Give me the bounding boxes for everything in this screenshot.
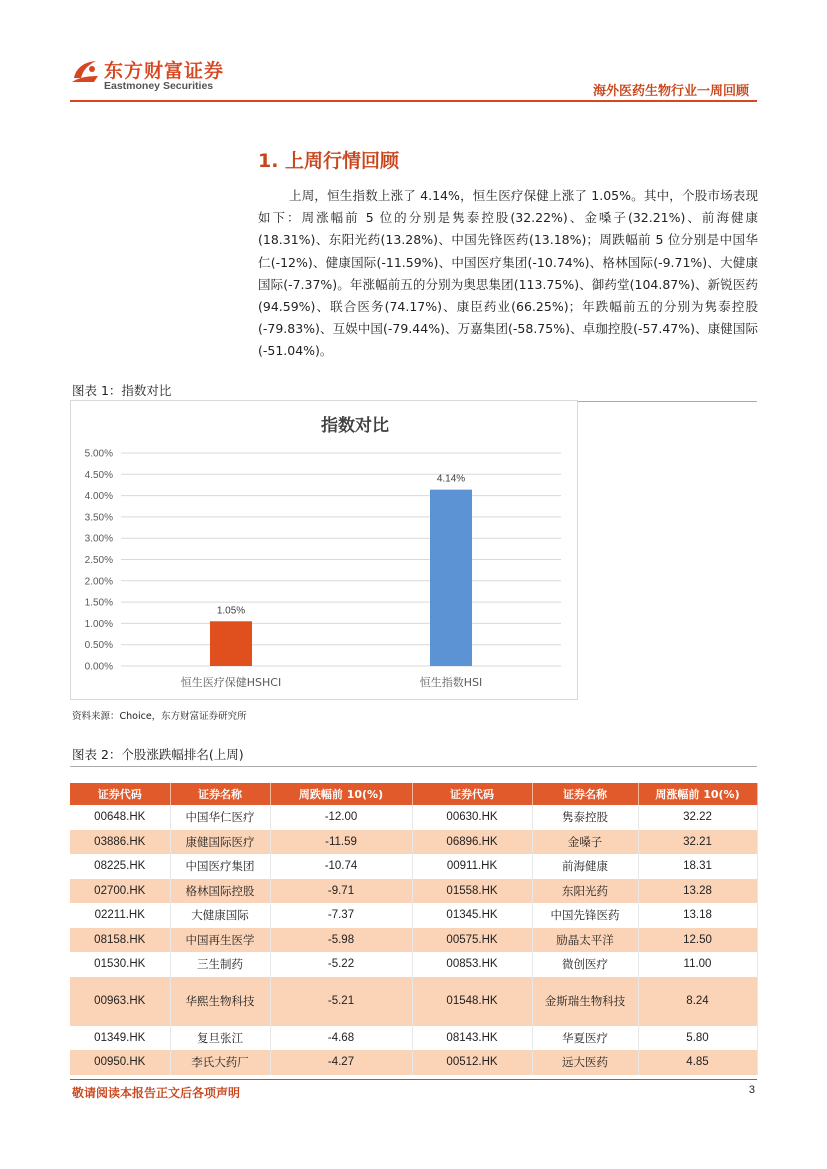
header-name-gainer: 证券名称 <box>532 783 638 805</box>
summary-paragraph: 上周，恒生指数上涨了 4.14%，恒生医疗保健上涨了 1.05%。其中，个股市场表现如下：周涨幅前 5 位的分别是隽泰控股(32.22%)、金嗓子(32.21%)、前海健康(18.31%)、东阳光药(13.28%)、中国先锋医药(13.18%)；周跌幅前 5 位分别是中国华仁(-12%)、健康国际(-11.59%)、中国医疗集团(-10.74%)、格林国际(-9.71%)、大健康国际(-7.37%)。年涨幅前五的分别为奥思集团(113.75%)、御药堂(104.87%)、新锐医药(94.59%)、联合医务(74.17%)、康臣药业(66.25%)；年跌幅前五的分别为隽泰控股(-79.83%)、互娱中国(-79.44%)、万嘉集团(-58.75%)、卓珈控股(-57.47%)、康健国际(-51.04%)。 <box>258 188 758 359</box>
weekly-decline-value: -10.74 <box>270 854 412 879</box>
stock-name-loser: 康健国际医疗 <box>170 830 270 855</box>
y-tick-label: 1.00% <box>84 618 113 630</box>
table-row <box>70 854 757 879</box>
stock-name-loser: 中国华仁医疗 <box>170 805 270 830</box>
stock-code-loser: 08225.HK <box>70 854 170 879</box>
stock-name-loser: 三生制药 <box>170 952 270 977</box>
weekly-gain-value: 12.50 <box>638 928 757 953</box>
stock-code-gainer: 01548.HK <box>412 977 532 1026</box>
stock-name-gainer-text: 金斯瑞生物科技 <box>544 994 626 1008</box>
table-row <box>70 1026 757 1051</box>
stock-name-gainer: 前海健康 <box>532 854 638 879</box>
table-row <box>70 879 757 904</box>
table-row <box>70 805 757 830</box>
header-code-gainer: 证券代码 <box>412 783 532 805</box>
stock-code-gainer: 00575.HK <box>412 928 532 953</box>
y-tick-label: 0.50% <box>84 640 113 652</box>
chart-canvas <box>71 401 577 699</box>
stock-code-loser: 00648.HK <box>70 805 170 830</box>
weekly-decline-value: -9.71 <box>270 879 412 904</box>
logo-text-en: Eastmoney Securities <box>104 80 214 92</box>
stock-code-gainer: 00911.HK <box>412 854 532 879</box>
weekly-gain-value: 5.80 <box>638 1026 757 1051</box>
weekly-gain-value: 13.28 <box>638 879 757 904</box>
eastmoney-logo-icon <box>70 58 100 84</box>
weekly-decline-value: -5.98 <box>270 928 412 953</box>
stock-name-gainer: 励晶太平洋 <box>532 928 638 953</box>
y-tick-label: 1.50% <box>84 597 113 609</box>
stock-code-loser: 00950.HK <box>70 1050 170 1075</box>
y-tick-label: 4.00% <box>84 491 113 503</box>
stock-ranking-table <box>70 783 758 1075</box>
stock-code-gainer: 06896.HK <box>412 830 532 855</box>
stock-name-loser: 李氏大药厂 <box>170 1050 270 1075</box>
stock-code-gainer: 08143.HK <box>412 1026 532 1051</box>
page-number: 3 <box>748 1084 755 1096</box>
bar-data-label: 1.05% <box>216 605 246 617</box>
stock-code-loser: 02700.HK <box>70 879 170 904</box>
footer-disclaimer: 敬请阅读本报告正文后各项声明 <box>72 1086 241 1100</box>
weekly-gain-value: 32.21 <box>638 830 757 855</box>
x-category-label: 恒生医疗保健HSHCI <box>180 676 282 689</box>
stock-name-gainer: 远大医药 <box>532 1050 638 1075</box>
stock-name-gainer: 金嗓子 <box>532 830 638 855</box>
stock-code-gainer: 00630.HK <box>412 805 532 830</box>
y-tick-label: 3.50% <box>84 512 113 524</box>
stock-name-loser: 中国医疗集团 <box>170 854 270 879</box>
header-weekly-gain: 周涨幅前 10(%) <box>638 783 757 805</box>
table-row <box>70 977 757 1026</box>
weekly-decline-value: -12.00 <box>270 805 412 830</box>
stock-name-gainer: 微创医疗 <box>532 952 638 977</box>
stock-code-loser: 08158.HK <box>70 928 170 953</box>
weekly-gain-value: 8.24 <box>638 977 757 1026</box>
table-row <box>70 830 757 855</box>
bar-data-label: 4.14% <box>436 473 466 485</box>
weekly-decline-value: -7.37 <box>270 903 412 928</box>
header-divider <box>70 100 757 102</box>
y-tick-label: 5.00% <box>84 448 113 460</box>
stock-code-loser: 01530.HK <box>70 952 170 977</box>
table-row <box>70 1050 757 1075</box>
figure2-divider <box>70 766 757 767</box>
stock-code-loser: 02211.HK <box>70 903 170 928</box>
stock-name-gainer: 华夏医疗 <box>532 1026 638 1051</box>
y-tick-label: 2.50% <box>84 555 113 566</box>
y-tick-label: 2.00% <box>84 576 113 588</box>
header-name-loser: 证券名称 <box>170 783 270 805</box>
stock-name-gainer: 东阳光药 <box>532 879 638 904</box>
weekly-gain-value: 13.18 <box>638 903 757 928</box>
stock-name-gainer: 中国先锋医药 <box>532 903 638 928</box>
logo-text-cn: 东方财富证券 <box>104 60 225 82</box>
stock-code-loser: 03886.HK <box>70 830 170 855</box>
weekly-decline-value: -4.68 <box>270 1026 412 1051</box>
index-comparison-chart <box>70 400 578 700</box>
y-tick-label: 4.50% <box>84 469 113 481</box>
stock-code-loser: 01349.HK <box>70 1026 170 1051</box>
weekly-decline-value: -4.27 <box>270 1050 412 1075</box>
y-tick-label: 3.00% <box>84 533 113 545</box>
bar-hsi <box>430 490 472 666</box>
table-header-row <box>70 783 757 805</box>
stock-name-loser: 大健康国际 <box>170 903 270 928</box>
report-title: 海外医药生物行业一周回顾 <box>592 84 749 99</box>
stock-name-loser: 格林国际控股 <box>170 879 270 904</box>
header-weekly-decline: 周跌幅前 10(%) <box>270 783 412 805</box>
weekly-gain-value: 11.00 <box>638 952 757 977</box>
table-row <box>70 928 757 953</box>
table-row <box>70 952 757 977</box>
header-code-loser: 证券代码 <box>70 783 170 805</box>
figure2-caption: 图表 2：个股涨跌幅排名(上周) <box>72 747 244 762</box>
stock-name-loser: 中国再生医学 <box>170 928 270 953</box>
figure1-source: 资料来源：Choice，东方财富证券研究所 <box>72 711 247 722</box>
weekly-decline-value: -5.21 <box>270 977 412 1026</box>
y-tick-label: 0.00% <box>84 661 113 673</box>
stock-code-gainer: 00512.HK <box>412 1050 532 1075</box>
stock-name-loser: 复旦张江 <box>170 1026 270 1051</box>
stock-code-gainer: 00853.HK <box>412 952 532 977</box>
stock-code-gainer: 01345.HK <box>412 903 532 928</box>
chart-title: 指数对比 <box>321 416 389 436</box>
stock-name-gainer <box>532 977 638 1026</box>
stock-name-loser: 华熙生物科技 <box>170 977 270 1026</box>
figure1-caption: 图表 1：指数对比 <box>72 383 172 398</box>
section-title: 1. 上周行情回顾 <box>258 150 400 172</box>
x-category-label: 恒生指数HSI <box>419 676 483 689</box>
weekly-gain-value: 4.85 <box>638 1050 757 1075</box>
bar-hshci <box>210 621 252 666</box>
weekly-decline-value: -5.22 <box>270 952 412 977</box>
stock-name-gainer: 隽泰控股 <box>532 805 638 830</box>
stock-code-loser: 00963.HK <box>70 977 170 1026</box>
weekly-gain-value: 18.31 <box>638 854 757 879</box>
stock-code-gainer: 01558.HK <box>412 879 532 904</box>
weekly-decline-value: -11.59 <box>270 830 412 855</box>
company-logo <box>70 56 250 96</box>
weekly-gain-value: 32.22 <box>638 805 757 830</box>
table-row <box>70 903 757 928</box>
footer-divider <box>70 1079 757 1080</box>
